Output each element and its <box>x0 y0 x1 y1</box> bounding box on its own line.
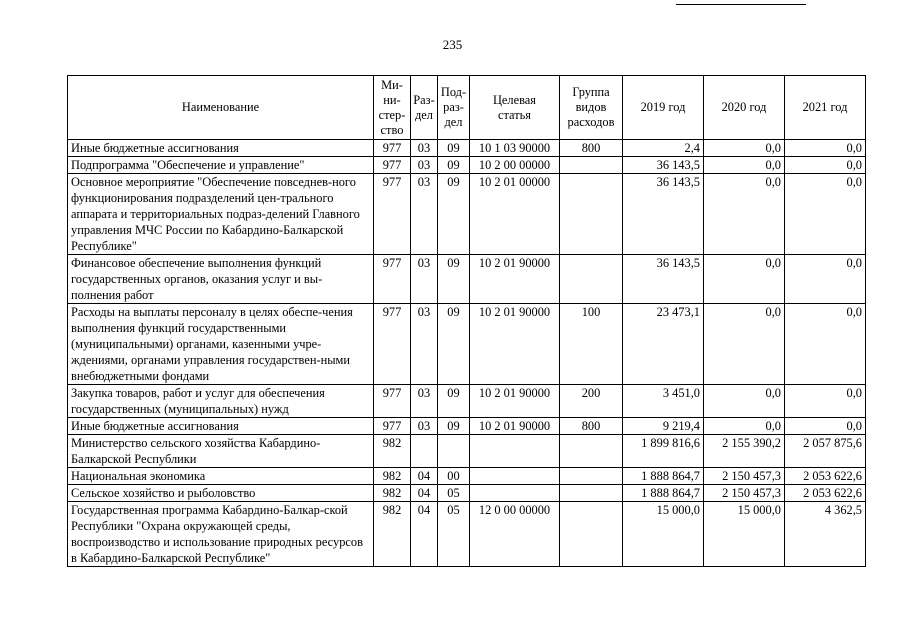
cell-ministry: 977 <box>374 418 411 435</box>
cell-name: Подпрограмма "Обеспечение и управление" <box>68 157 374 174</box>
cell-target: 10 2 01 00000 <box>470 174 560 255</box>
table-row <box>68 174 866 255</box>
cell-subsection: 09 <box>438 385 470 418</box>
table-row <box>68 304 866 385</box>
header-2021: 2021 год <box>785 76 866 140</box>
cell-name: Основное мероприятие "Обеспечение повседнев-ного функционирования подразделений цен-трального аппарата и территориальных подраз-делений Главного управления МЧС России по Кабардино-Балкарской Республике" <box>68 174 374 255</box>
cell-2021: 0,0 <box>785 157 866 174</box>
header-line: Целевая <box>492 92 537 107</box>
cell-2021: 0,0 <box>785 174 866 255</box>
cell-2019: 9 219,4 <box>623 418 704 435</box>
cell-ministry: 982 <box>374 468 411 485</box>
cell-2020: 0,0 <box>704 255 785 304</box>
cell-2021: 2 053 622,6 <box>785 468 866 485</box>
cell-2019: 36 143,5 <box>623 255 704 304</box>
cell-2019: 36 143,5 <box>623 174 704 255</box>
cell-2020: 0,0 <box>704 140 785 157</box>
cell-2020: 2 150 457,3 <box>704 485 785 502</box>
cell-subsection: 09 <box>438 304 470 385</box>
header-row <box>68 76 866 140</box>
header-subsection <box>438 76 470 140</box>
cell-section <box>411 435 438 468</box>
cell-section: 04 <box>411 502 438 567</box>
top-rule <box>676 0 806 5</box>
cell-2021: 2 057 875,6 <box>785 435 866 468</box>
cell-2020: 0,0 <box>704 304 785 385</box>
cell-subsection: 05 <box>438 502 470 567</box>
cell-2019: 1 899 816,6 <box>623 435 704 468</box>
cell-2021: 4 362,5 <box>785 502 866 567</box>
cell-name: Закупка товаров, работ и услуг для обеспечения государственных (муниципальных) нужд <box>68 385 374 418</box>
cell-group <box>560 255 623 304</box>
cell-section: 03 <box>411 418 438 435</box>
cell-subsection: 09 <box>438 255 470 304</box>
table-row <box>68 502 866 567</box>
table-row <box>68 468 866 485</box>
header-section <box>411 76 438 140</box>
cell-subsection <box>438 435 470 468</box>
header-expense-group <box>560 76 623 140</box>
cell-ministry: 977 <box>374 255 411 304</box>
table-row <box>68 485 866 502</box>
cell-subsection: 09 <box>438 418 470 435</box>
header-ministry <box>374 76 411 140</box>
cell-2020: 2 155 390,2 <box>704 435 785 468</box>
cell-ministry: 977 <box>374 174 411 255</box>
cell-2020: 0,0 <box>704 385 785 418</box>
cell-2021: 0,0 <box>785 140 866 157</box>
cell-ministry: 982 <box>374 502 411 567</box>
cell-ministry: 977 <box>374 140 411 157</box>
cell-2019: 2,4 <box>623 140 704 157</box>
table-row <box>68 157 866 174</box>
cell-group: 100 <box>560 304 623 385</box>
cell-ministry: 982 <box>374 485 411 502</box>
cell-target <box>470 485 560 502</box>
cell-subsection: 09 <box>438 157 470 174</box>
cell-2019: 1 888 864,7 <box>623 468 704 485</box>
cell-name: Расходы на выплаты персоналу в целях обеспе-чения выполнения функций государственными (муниципальными) органами, казенными учре-ждениями, органами управления государствен-ными внебюджетными фондами <box>68 304 374 385</box>
cell-section: 04 <box>411 468 438 485</box>
cell-2020: 15 000,0 <box>704 502 785 567</box>
cell-2020: 0,0 <box>704 174 785 255</box>
header-line: видов <box>575 100 607 114</box>
cell-target: 10 1 03 90000 <box>470 140 560 157</box>
cell-subsection: 05 <box>438 485 470 502</box>
cell-group <box>560 468 623 485</box>
header-2020: 2020 год <box>704 76 785 140</box>
cell-2021: 0,0 <box>785 418 866 435</box>
cell-2020: 0,0 <box>704 418 785 435</box>
cell-group <box>560 174 623 255</box>
header-target <box>470 76 560 140</box>
cell-2019: 15 000,0 <box>623 502 704 567</box>
cell-target <box>470 468 560 485</box>
cell-section: 03 <box>411 174 438 255</box>
cell-section: 03 <box>411 255 438 304</box>
table-row <box>68 435 866 468</box>
header-line: Раз- <box>413 92 435 107</box>
cell-2021: 0,0 <box>785 255 866 304</box>
cell-name: Финансовое обеспечение выполнения функций государственных органов, оказания услуг и вы-полнения работ <box>68 255 374 304</box>
cell-2020: 0,0 <box>704 157 785 174</box>
cell-target: 10 2 01 90000 <box>470 385 560 418</box>
cell-2019: 36 143,5 <box>623 157 704 174</box>
cell-section: 04 <box>411 485 438 502</box>
table-row <box>68 385 866 418</box>
cell-2019: 3 451,0 <box>623 385 704 418</box>
cell-section: 03 <box>411 304 438 385</box>
cell-subsection: 00 <box>438 468 470 485</box>
cell-2019: 1 888 864,7 <box>623 485 704 502</box>
header-line: статья <box>497 107 531 122</box>
header-line: Под- <box>440 85 467 99</box>
cell-section: 03 <box>411 140 438 157</box>
cell-name: Иные бюджетные ассигнования <box>68 418 374 435</box>
table-row <box>68 140 866 157</box>
page-number: 235 <box>442 37 463 52</box>
header-line: расходов <box>567 115 615 129</box>
cell-2021: 0,0 <box>785 385 866 418</box>
cell-group <box>560 485 623 502</box>
header-line: Ми- <box>381 77 403 92</box>
cell-name: Министерство сельского хозяйства Кабардино-Балкарской Республики <box>68 435 374 468</box>
cell-ministry: 977 <box>374 385 411 418</box>
cell-subsection: 09 <box>438 174 470 255</box>
cell-name: Иные бюджетные ассигнования <box>68 140 374 157</box>
header-name: Наименование <box>68 76 374 140</box>
cell-group <box>560 502 623 567</box>
header-line: Группа <box>572 85 610 99</box>
cell-ministry: 982 <box>374 435 411 468</box>
table-row <box>68 255 866 304</box>
header-line: стер- <box>378 107 406 122</box>
cell-group: 800 <box>560 140 623 157</box>
cell-target: 12 0 00 00000 <box>470 502 560 567</box>
header-line: ство <box>380 122 404 137</box>
cell-group: 200 <box>560 385 623 418</box>
header-2019: 2019 год <box>623 76 704 140</box>
cell-name: Государственная программа Кабардино-Балкар-ской Республики "Охрана окружающей среды, воспроизводство и использование природных ресурсов в Кабардино-Балкарской Республике" <box>68 502 374 567</box>
cell-2021: 0,0 <box>785 304 866 385</box>
table-row <box>68 418 866 435</box>
cell-target: 10 2 01 90000 <box>470 255 560 304</box>
cell-group: 800 <box>560 418 623 435</box>
cell-name: Национальная экономика <box>68 468 374 485</box>
cell-2020: 2 150 457,3 <box>704 468 785 485</box>
cell-target: 10 2 01 90000 <box>470 418 560 435</box>
cell-target <box>470 435 560 468</box>
cell-ministry: 977 <box>374 304 411 385</box>
cell-name: Сельское хозяйство и рыболовство <box>68 485 374 502</box>
header-line: дел <box>415 107 433 122</box>
cell-group <box>560 435 623 468</box>
cell-ministry: 977 <box>374 157 411 174</box>
budget-table <box>67 75 866 567</box>
cell-section: 03 <box>411 157 438 174</box>
header-line: ни- <box>383 92 401 107</box>
cell-target: 10 2 01 90000 <box>470 304 560 385</box>
header-line: раз- <box>443 100 464 114</box>
cell-group <box>560 157 623 174</box>
header-line: дел <box>444 115 463 129</box>
cell-2021: 2 053 622,6 <box>785 485 866 502</box>
cell-target: 10 2 00 00000 <box>470 157 560 174</box>
cell-section: 03 <box>411 385 438 418</box>
cell-subsection: 09 <box>438 140 470 157</box>
cell-2019: 23 473,1 <box>623 304 704 385</box>
